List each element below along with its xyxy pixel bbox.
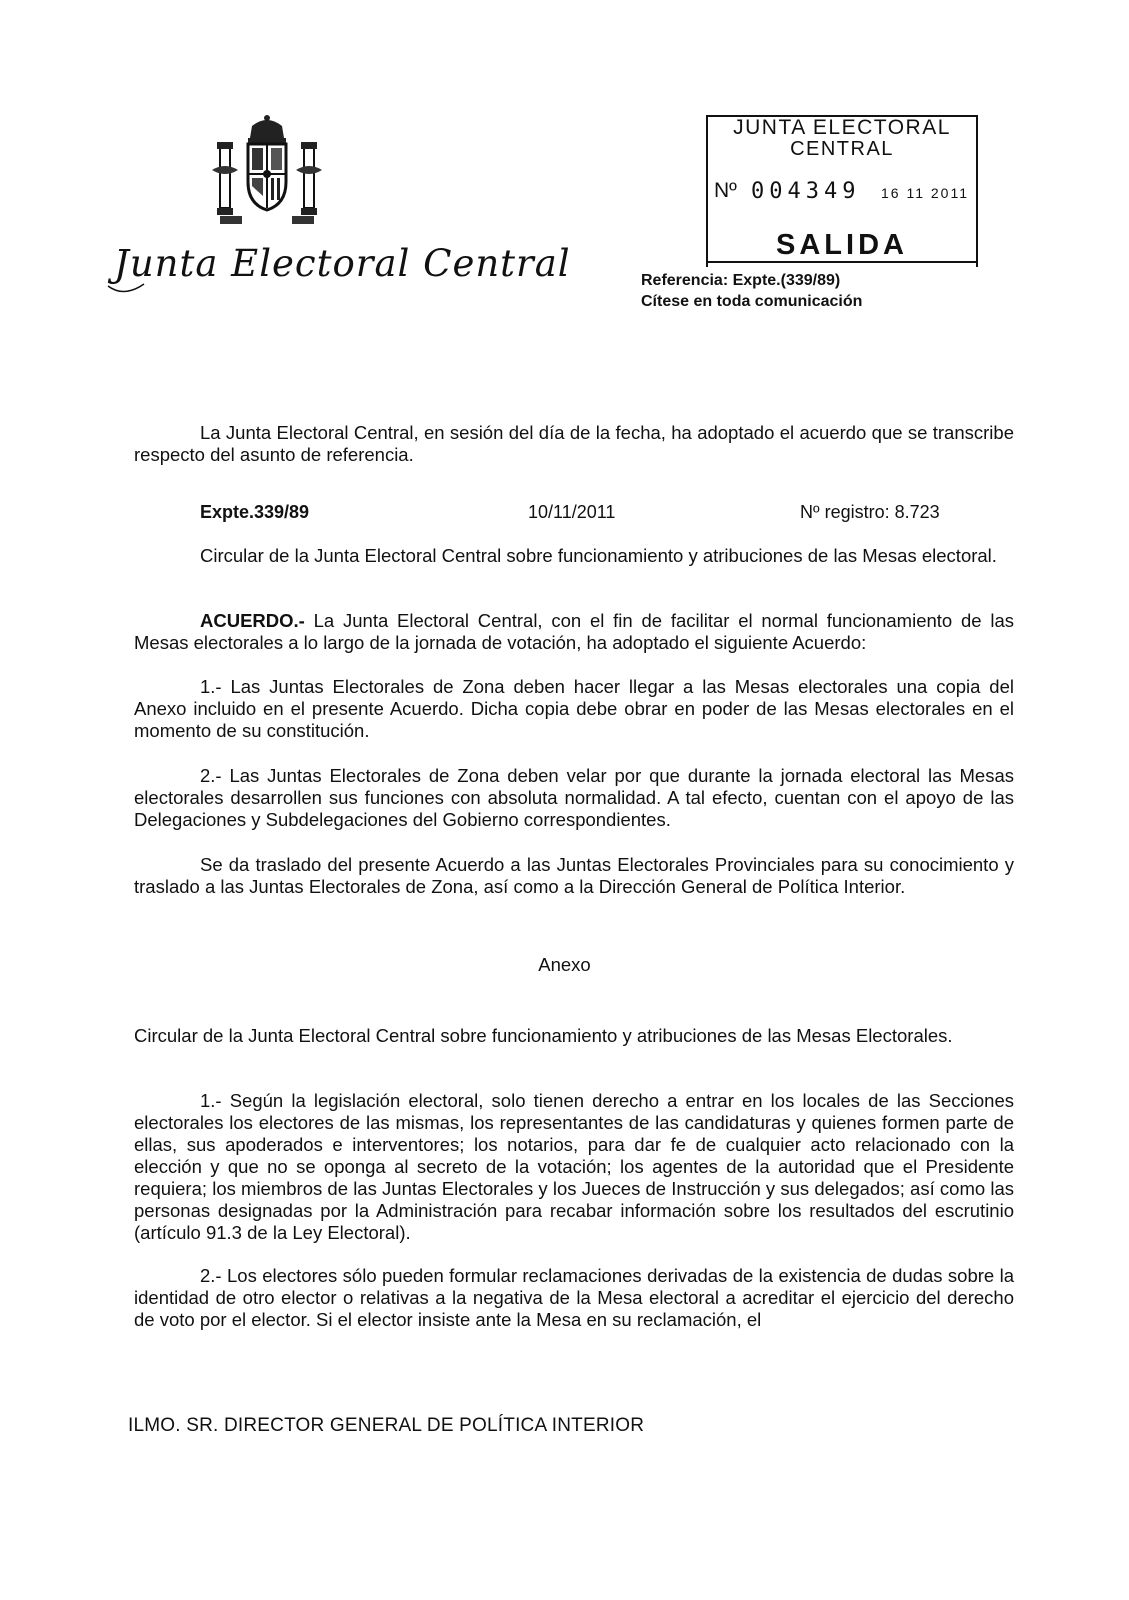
- stamp-date: 16 11 2011: [881, 185, 969, 201]
- stamp-number: 004349: [751, 179, 861, 204]
- addressee: ILMO. SR. DIRECTOR GENERAL DE POLÍTICA INTERIOR: [128, 1415, 645, 1436]
- agreement-paragraph: [134, 610, 1014, 654]
- expediente-number: Expte.339/89: [200, 502, 310, 522]
- citation-note: Cítese en toda comunicación: [641, 293, 863, 310]
- coat-of-arms-icon: [212, 112, 322, 230]
- stamp-underline: [708, 261, 976, 263]
- stamp-number-label: Nº: [714, 179, 737, 202]
- stamp-title: JUNTA ELECTORAL: [733, 116, 951, 139]
- agreement-label: ACUERDO.-: [200, 610, 305, 631]
- agreement-date: 10/11/2011: [528, 502, 616, 522]
- stamp-status: SALIDA: [776, 229, 908, 261]
- annex-title: Circular de la Junta Electoral Central sobre funcionamiento y atribuciones de las Mesas Electorales.: [134, 1025, 953, 1046]
- annex-point-1: 1.- Según la legislación electoral, solo tienen derecho a entrar en los locales de las Secciones electorales los electores de las mismas, los representantes de las candidaturas y quienes formen parte de ellas, sus apoderados e interventores; los notarios, para dar fe de cualquier acto relacionado con la elección y que no se oponga al secreto de la votación; los agentes de la autoridad que el Presidente requiera; los miembros de las Juntas Electorales y los Jueces de Instrucción y sus delegados; así como las personas designadas por la Administración para recabar información sobre los resultados del escrutinio (artículo 91.3 de la Ley Electoral).: [134, 1090, 1014, 1243]
- svg-text:Junta Electoral Central: Junta Electoral Central: [114, 242, 571, 285]
- agreement-point-2: 2.- Las Juntas Electorales de Zona deben velar por que durante la jornada electoral las Mesas electorales desarrollen sus funciones con absoluta normalidad. A tal efecto, cuentan con el apoyo de las Delegaciones y Subdelegaciones del Gobierno correspondientes.: [134, 765, 1014, 830]
- subject-paragraph: Circular de la Junta Electoral Central sobre funcionamiento y atribuciones de las Mesas electoral.: [200, 545, 997, 566]
- registry-number: Nº registro: 8.723: [800, 502, 940, 522]
- stamp-subtitle: CENTRAL: [790, 138, 894, 160]
- registration-stamp: [706, 115, 978, 267]
- transfer-paragraph: Se da traslado del presente Acuerdo a las Juntas Electorales Provinciales para su conocimiento y traslado a las Juntas Electorales de Zona, así como a la Dirección General de Política Interior.: [134, 854, 1014, 897]
- reference-line: Referencia: Expte.(339/89): [641, 272, 841, 289]
- annex-point-2: 2.- Los electores sólo pueden formular reclamaciones derivadas de la existencia de dudas sobre la identidad de otro elector o relativas a la negativa de la Mesa electoral a acreditar el ejercicio del derecho de voto por el elector. Si el elector insiste ante la Mesa en su reclamación, el: [134, 1265, 1014, 1330]
- agreement-point-1: 1.- Las Juntas Electorales de Zona deben hacer llegar a las Mesas electorales una copia del Anexo incluido en el presente Acuerdo. Dicha copia debe obrar en poder de las Mesas electorales en el momento de su constitución.: [134, 676, 1014, 741]
- reference-block: [641, 270, 862, 312]
- institution-signature: [104, 226, 571, 306]
- intro-paragraph: La Junta Electoral Central, en sesión del día de la fecha, ha adoptado el acuerdo que se transcribe respecto del asunto de referencia.: [134, 422, 1014, 465]
- agreement-text: La Junta Electoral Central, con el fin de facilitar el normal funcionamiento de las Mesas electorales a lo largo de la jornada de votación, ha adoptado el siguiente Acuerdo:: [134, 610, 1014, 653]
- annex-heading: Anexo: [538, 954, 591, 975]
